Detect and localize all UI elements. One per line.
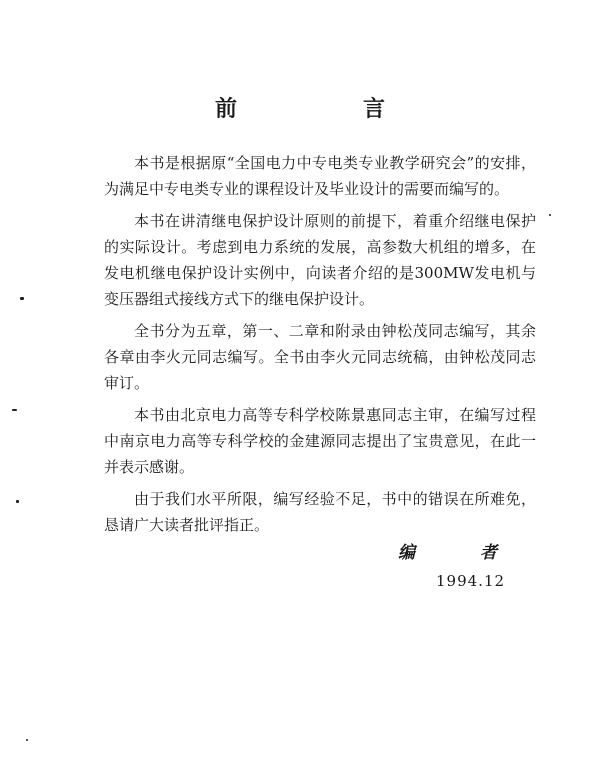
paragraph-1: 本书是根据原“全国电力中专电类专业教学研究会”的安排，为满足中专电类专业的课程设计及毕业设计的需要而编写的。 [104,154,536,198]
author-signature: 编 者 [398,543,521,563]
paragraph-5: 由于我们水平所限，编写经验不足，书中的错误在所难免，恳请广大读者批评指正。 [104,490,536,534]
paragraph-4: 本书由北京电力高等专科学校陈景惠同志主审，在编写过程中南京电力高等专科学校的金建源同志提出了宝贵意见，在此一并表示感谢。 [104,406,536,476]
scan-speck [26,739,28,741]
scan-speck [20,297,24,300]
paragraph-2: 本书在讲清继电保护设计原则的前提下，着重介绍继电保护的实际设计。考虑到电力系统的发展，高参数大机组的增多，在发电机继电保护设计实例中，向读者介绍的是300MW发电机与变压器组式接线方式下的继电保护设计。 [104,212,536,308]
page-title: 前 言 [214,96,437,122]
scan-speck [16,500,19,503]
preface-body [104,150,536,544]
preface-date: 1994.12 [436,572,506,590]
paragraph-3: 全书分为五章，第一、二章和附录由钟松茂同志编写，其余各章由李火元同志编写。全书由李火元同志统稿，由钟松茂同志审订。 [104,322,536,392]
scan-speck [549,214,551,216]
scan-speck [12,409,17,411]
